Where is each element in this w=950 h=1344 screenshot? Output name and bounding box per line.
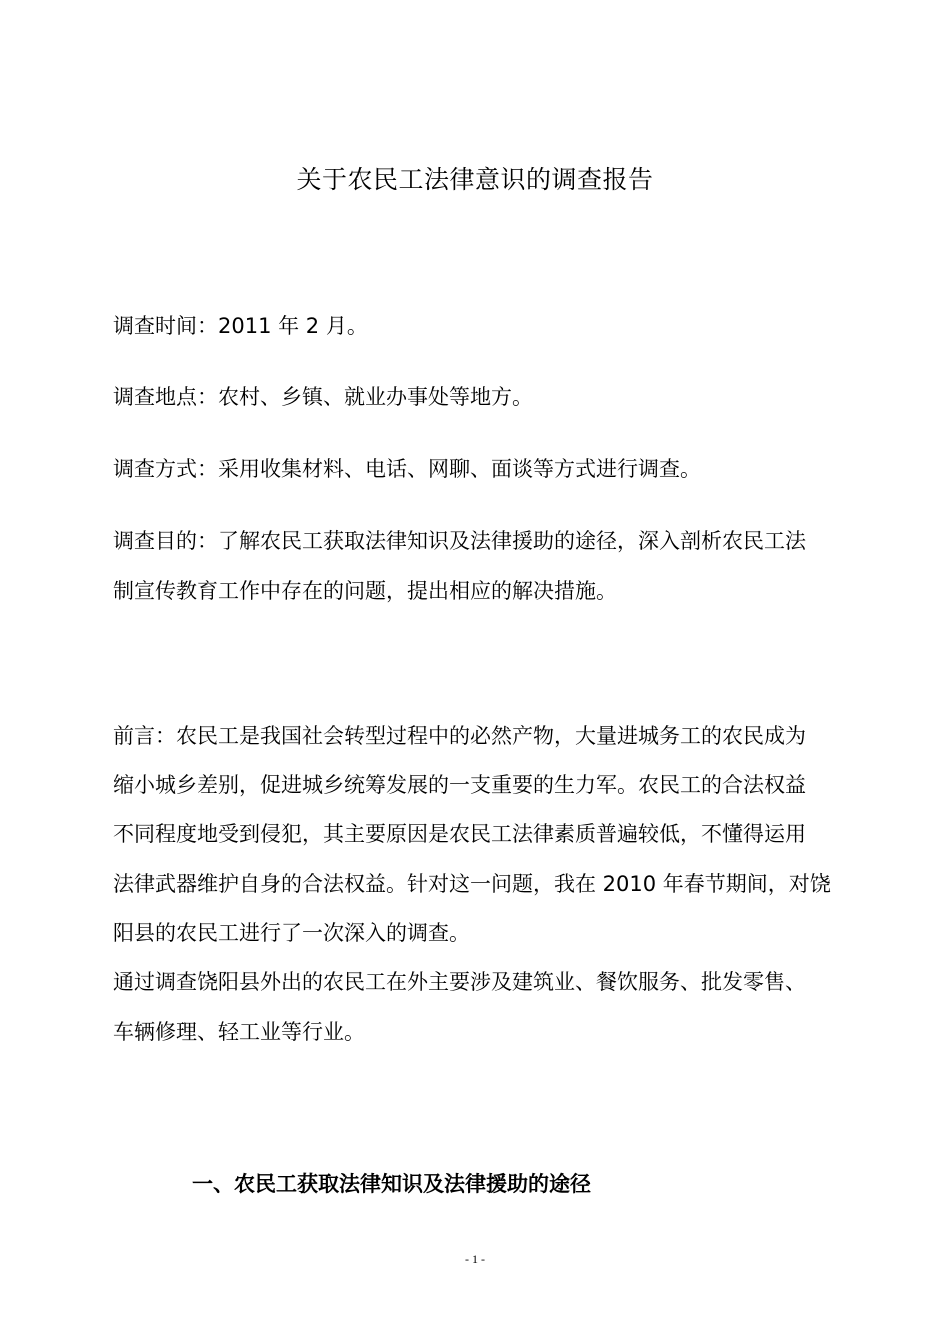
preface-line: 缩小城乡差别，促进城乡统筹发展的一支重要的生力军。农民工的合法权益 bbox=[113, 773, 806, 797]
preface-line: 阳县的农民工进行了一次深入的调查。 bbox=[113, 921, 470, 945]
document-title: 关于农民工法律意识的调查报告 bbox=[296, 165, 654, 194]
industry-line: 通过调查饶阳县外出的农民工在外主要涉及建筑业、餐饮服务、批发零售、 bbox=[113, 970, 806, 994]
industry-line: 车辆修理、轻工业等行业。 bbox=[113, 1020, 365, 1044]
survey-purpose-line: 制宣传教育工作中存在的问题，提出相应的解决措施。 bbox=[113, 579, 617, 603]
preface-line: 不同程度地受到侵犯，其主要原因是农民工法律素质普遍较低，不懂得运用 bbox=[113, 822, 806, 846]
survey-method: 调查方式：采用收集材料、电话、网聊、面谈等方式进行调查。 bbox=[113, 457, 701, 481]
section-heading: 一、农民工获取法律知识及法律援助的途径 bbox=[192, 1172, 591, 1196]
survey-purpose-line: 调查目的：了解农民工获取法律知识及法律援助的途径，深入剖析农民工法 bbox=[113, 529, 806, 553]
preface-line: 前言：农民工是我国社会转型过程中的必然产物，大量进城务工的农民成为 bbox=[113, 724, 806, 748]
survey-location: 调查地点：农村、乡镇、就业办事处等地方。 bbox=[113, 385, 533, 409]
page-number: - 1 - bbox=[465, 1252, 485, 1266]
survey-time: 调查时间：2011 年 2 月。 bbox=[113, 314, 368, 338]
preface-line: 法律武器维护自身的合法权益。针对这一问题，我在 2010 年春节期间，对饶 bbox=[113, 872, 831, 896]
